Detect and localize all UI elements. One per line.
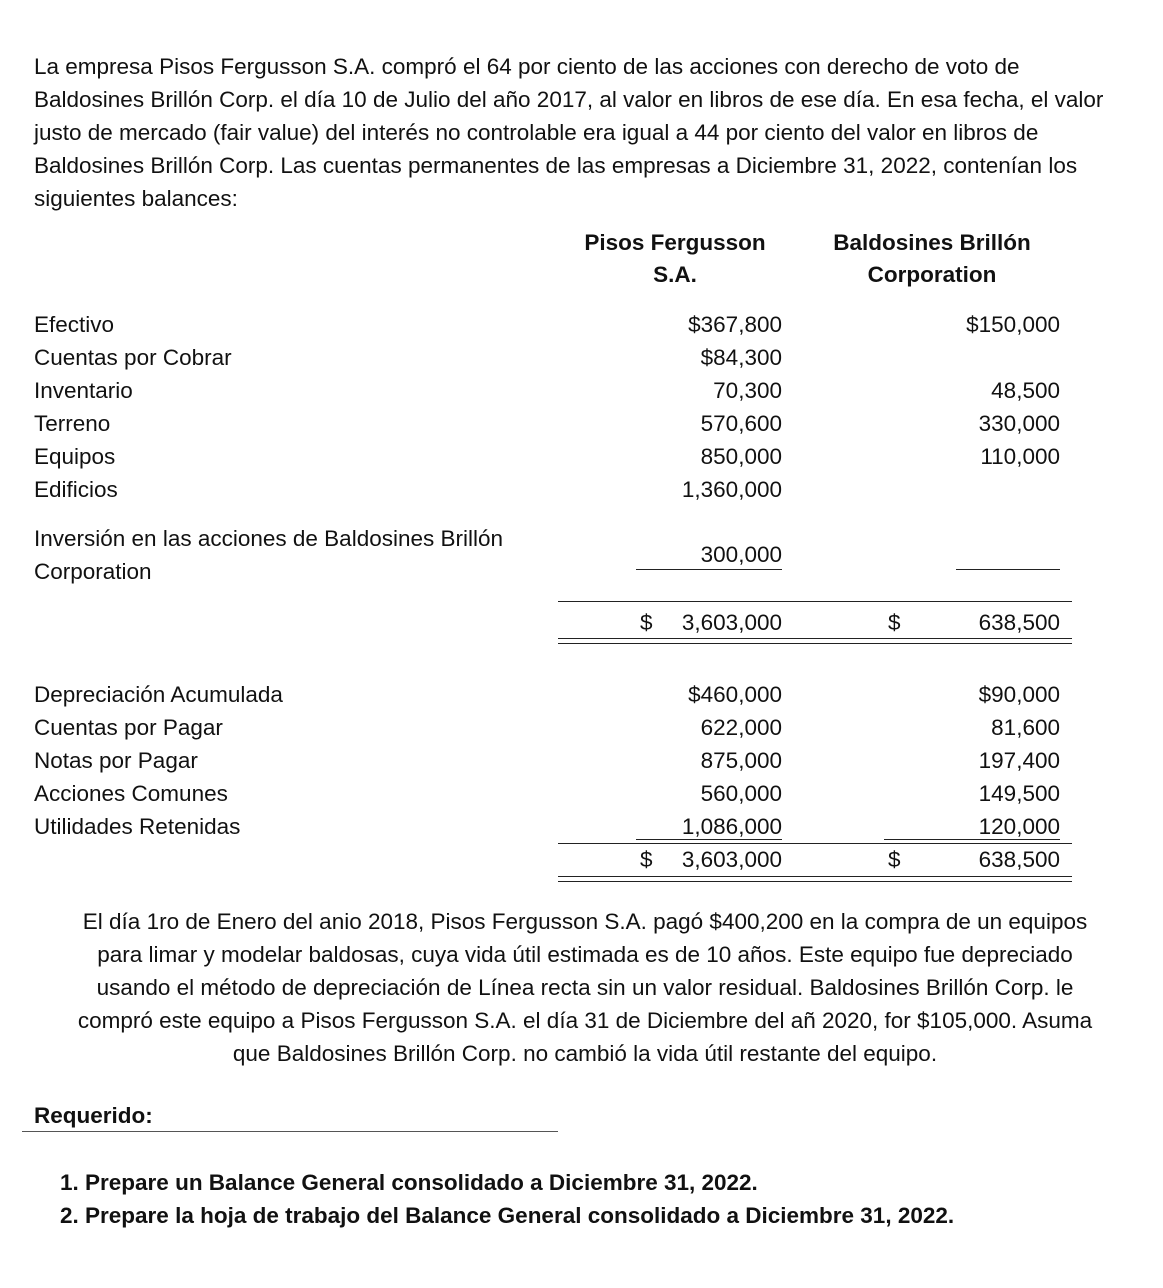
row-label-efectivo: Efectivo bbox=[34, 312, 115, 337]
required-underline bbox=[22, 1131, 558, 1132]
row-label-edificios: Edificios bbox=[34, 477, 118, 502]
value-c1: 850,000 bbox=[700, 444, 782, 469]
row-label-terreno: Terreno bbox=[34, 411, 111, 436]
row-label-inventario: Inventario bbox=[34, 378, 133, 403]
required-item: 1. Prepare un Balance General consolidado a Diciembre 31, 2022. bbox=[60, 1170, 758, 1195]
value-c2: 81,600 bbox=[991, 715, 1060, 740]
assets-total-c1: 3,603,000 bbox=[681, 610, 782, 635]
required-item: 2. Prepare la hoja de trabajo del Balance General consolidado a Diciembre 31, 2022. bbox=[60, 1203, 955, 1228]
dollar-sign: $ bbox=[888, 847, 901, 872]
paragraph-line: usando el método de depreciación de Línea recta sin un valor residual. Baldosines Brillón Corp. le bbox=[96, 975, 1074, 1000]
intro-line: Baldosines Brillón Corp. Las cuentas permanentes de las empresas a Diciembre 31, 2022, contenían los bbox=[34, 153, 1078, 178]
double-rule-bottom bbox=[558, 643, 1072, 644]
equipment-paragraph bbox=[40, 905, 1130, 1070]
row-label-notas-por-pagar: Notas por Pagar bbox=[34, 748, 198, 773]
value-c1: 560,000 bbox=[700, 781, 782, 806]
value-c1: 570,600 bbox=[700, 411, 782, 436]
value-c1: $84,300 bbox=[700, 345, 782, 370]
dollar-sign: $ bbox=[640, 610, 653, 635]
header-line: S.A. bbox=[653, 262, 697, 287]
value-c2: 120,000 bbox=[978, 814, 1060, 839]
double-rule-top bbox=[558, 638, 1072, 639]
double-rule-bottom bbox=[558, 881, 1072, 882]
value-c1: 70,300 bbox=[713, 378, 782, 403]
paragraph-line: compró este equipo a Pisos Fergusson S.A. el día 31 de Diciembre del añ 2020, for $105,000. Asuma bbox=[77, 1008, 1093, 1033]
value-c2: $90,000 bbox=[978, 682, 1060, 707]
row-label-inversion bbox=[34, 522, 503, 588]
value-c2: 197,400 bbox=[978, 748, 1060, 773]
underline bbox=[636, 569, 782, 570]
column-header-pisos-fergusson bbox=[575, 227, 775, 291]
value-c1: $367,800 bbox=[688, 312, 782, 337]
underline bbox=[636, 839, 782, 840]
dollar-sign: $ bbox=[888, 610, 901, 635]
required-heading: Requerido: bbox=[34, 1103, 153, 1128]
row-label-acciones-comunes: Acciones Comunes bbox=[34, 781, 228, 806]
intro-line: justo de mercado (fair value) del interés no controlable era igual a 44 por ciento del valor en libros de bbox=[34, 120, 1039, 145]
value-c2: $150,000 bbox=[966, 312, 1060, 337]
total-top-rule bbox=[558, 601, 1072, 602]
value-c2: 149,500 bbox=[978, 781, 1060, 806]
liabilities-total-c2: 638,500 bbox=[978, 847, 1060, 872]
value-c1: 1,086,000 bbox=[681, 814, 782, 839]
dollar-sign: $ bbox=[640, 847, 653, 872]
label-line: Inversión en las acciones de Baldosines Brillón bbox=[34, 526, 504, 551]
label-line: Corporation bbox=[34, 559, 152, 584]
header-line: Baldosines Brillón bbox=[833, 230, 1031, 255]
row-label-equipos: Equipos bbox=[34, 444, 116, 469]
row-label-utilidades-retenidas: Utilidades Retenidas bbox=[34, 814, 241, 839]
header-line: Pisos Fergusson bbox=[584, 230, 766, 255]
value-c1: 1,360,000 bbox=[681, 477, 782, 502]
column-header-baldosines-brillon bbox=[822, 227, 1042, 291]
value-c1: 875,000 bbox=[700, 748, 782, 773]
value-c1-investment: 300,000 bbox=[700, 542, 782, 567]
paragraph-line: para limar y modelar baldosas, cuya vida útil estimada es de 10 años. Este equipo fue depreciado bbox=[97, 942, 1073, 967]
intro-line: siguientes balances: bbox=[34, 186, 238, 211]
paragraph-line: El día 1ro de Enero del anio 2018, Pisos Fergusson S.A. pagó $400,200 en la compra de un equipos bbox=[82, 909, 1088, 934]
row-label-cuentas-por-pagar: Cuentas por Pagar bbox=[34, 715, 223, 740]
double-rule-top bbox=[558, 876, 1072, 877]
row-label-cuentas-por-cobrar: Cuentas por Cobrar bbox=[34, 345, 232, 370]
row-label-depreciacion: Depreciación Acumulada bbox=[34, 682, 283, 707]
intro-line: Baldosines Brillón Corp. el día 10 de Julio del año 2017, al valor en libros de ese día. En esa fecha, el valor bbox=[34, 87, 1104, 112]
underline bbox=[956, 569, 1060, 570]
underline bbox=[884, 839, 1060, 840]
value-c1: $460,000 bbox=[688, 682, 782, 707]
intro-paragraph bbox=[34, 50, 1154, 215]
intro-line: La empresa Pisos Fergusson S.A. compró el 64 por ciento de las acciones con derecho de voto de bbox=[34, 54, 1020, 79]
assets-total-c2: 638,500 bbox=[978, 610, 1060, 635]
value-c2: 48,500 bbox=[991, 378, 1060, 403]
paragraph-line: que Baldosines Brillón Corp. no cambió la vida útil restante del equipo. bbox=[232, 1041, 938, 1066]
value-c2: 110,000 bbox=[980, 444, 1060, 469]
value-c2: 330,000 bbox=[978, 411, 1060, 436]
value-c1: 622,000 bbox=[700, 715, 782, 740]
liabilities-total-c1: 3,603,000 bbox=[681, 847, 782, 872]
header-line: Corporation bbox=[867, 262, 997, 287]
